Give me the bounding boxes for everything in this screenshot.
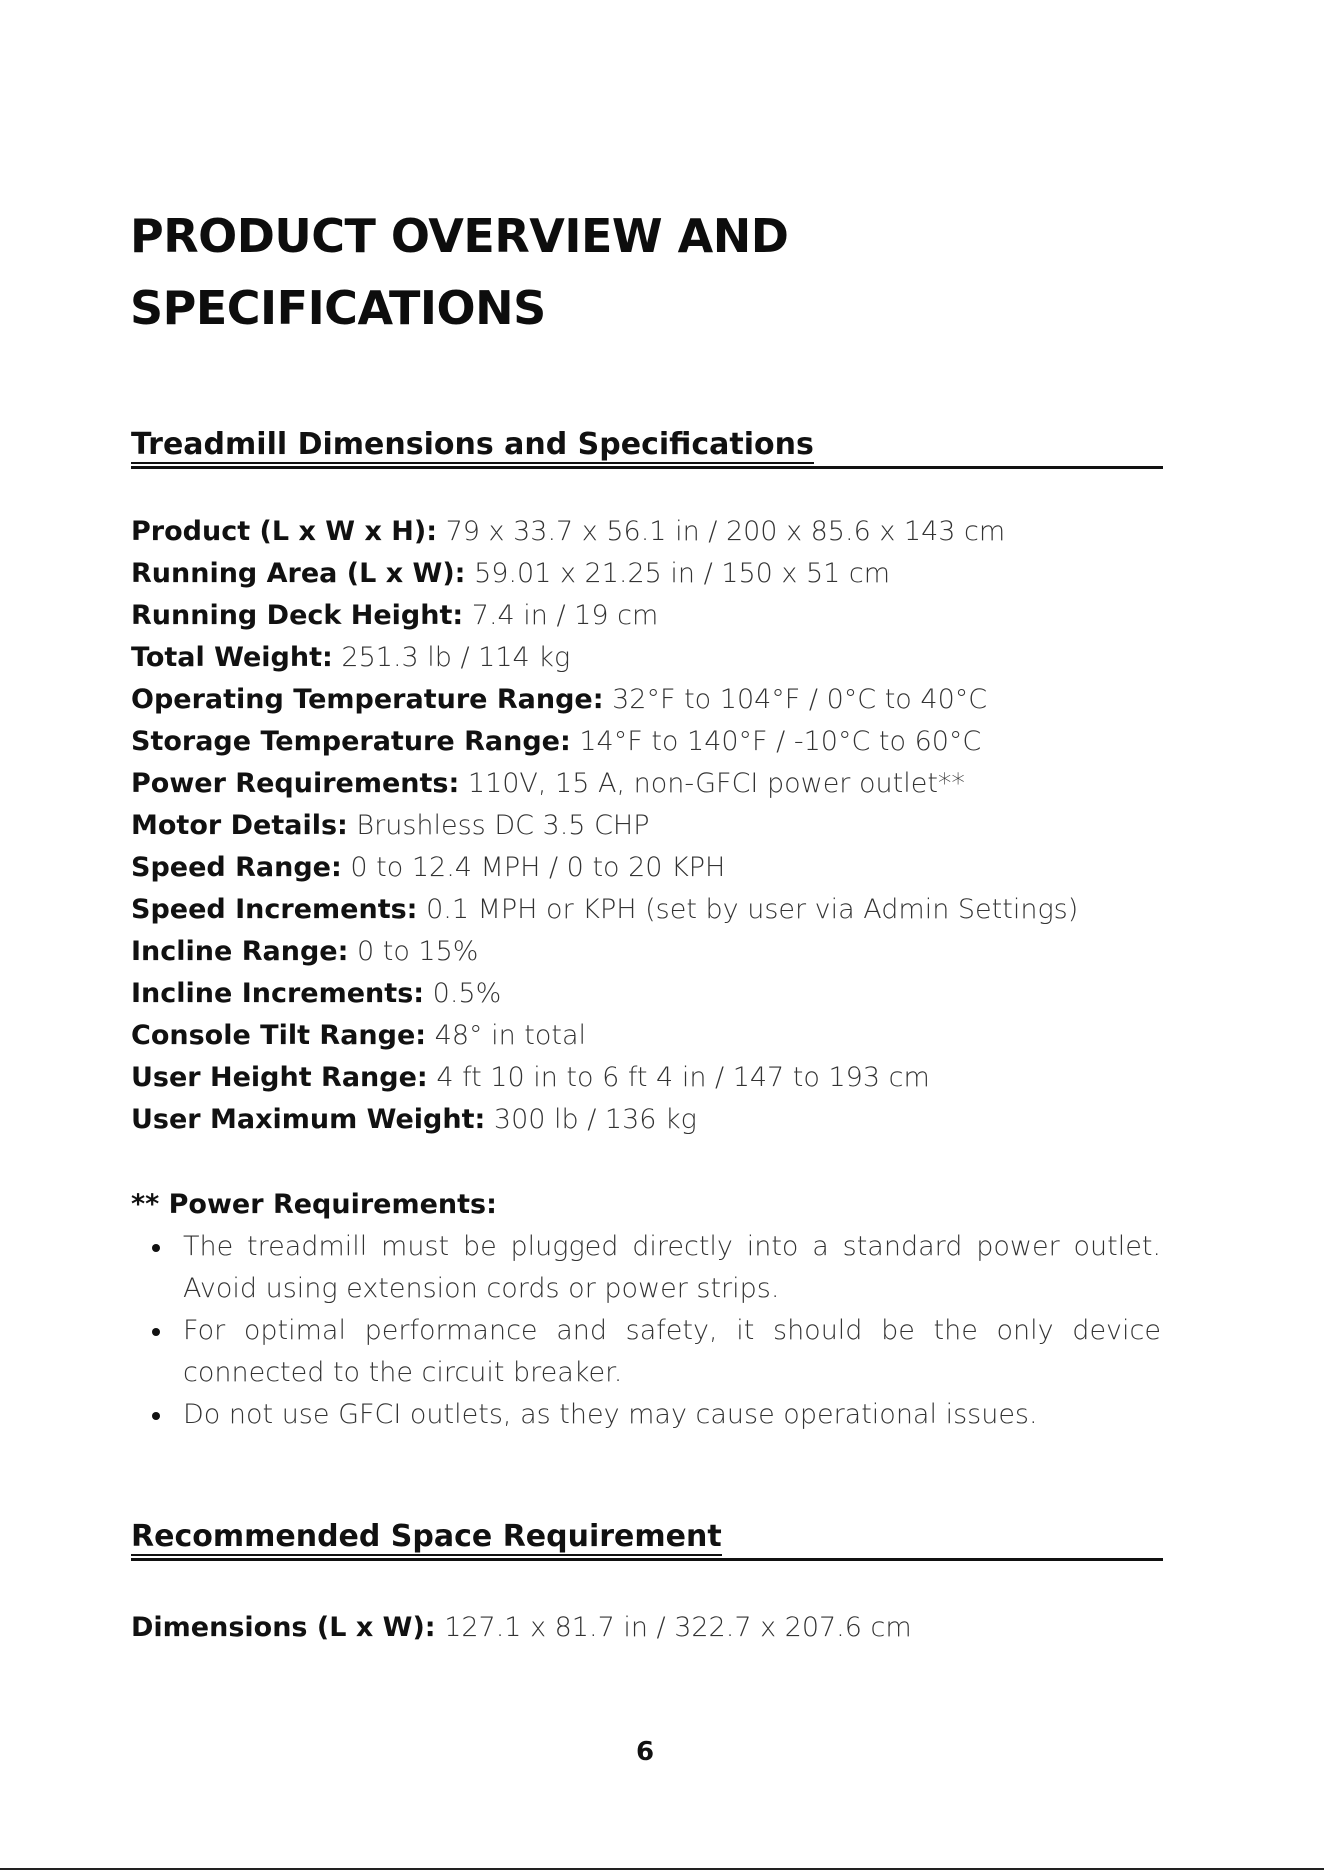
list-item: [183, 1226, 1161, 1310]
list-item-text: Do not use GFCI outlets, as they may cause operational issues.: [183, 1399, 1038, 1430]
spec-label: Motor Details:: [131, 810, 348, 841]
spec-row: [131, 847, 1171, 889]
spec-value: 0 to 15%: [356, 936, 479, 967]
spec-value: 0 to 12.4 MPH / 0 to 20 KPH: [350, 852, 726, 883]
spec-row: [131, 931, 1171, 973]
list-item: [183, 1310, 1161, 1394]
spec-row: [131, 553, 1171, 595]
spec-row: [131, 763, 1171, 805]
spec-row: [131, 679, 1171, 721]
page-bottom-divider: [0, 1868, 1324, 1870]
power-requirements-note: [131, 1184, 1161, 1436]
spec-label: Total Weight:: [131, 642, 333, 673]
section-heading-text: Treadmill Dimensions and Specifications: [131, 427, 814, 462]
spec-row: [131, 511, 1171, 553]
spec-row: [131, 973, 1171, 1015]
spec-row: [131, 721, 1171, 763]
space-dimensions-row: [131, 1607, 912, 1649]
list-item-text: For optimal performance and safety, it should be the only device connected to the circuit breaker.: [183, 1315, 1161, 1388]
spec-value: Brushless DC 3.5 CHP: [356, 810, 650, 841]
section-heading-text: Recommended Space Requirement: [131, 1519, 722, 1554]
spec-value: 48° in total: [434, 1020, 587, 1051]
spec-label: Product (L x W x H):: [131, 516, 438, 547]
page-number: 6: [635, 1737, 655, 1767]
bullet-icon: [152, 1244, 160, 1252]
spec-list: [131, 511, 1171, 1141]
spec-row: [131, 595, 1171, 637]
spec-label: Operating Temperature Range:: [131, 684, 604, 715]
spec-label: User Maximum Weight:: [131, 1104, 486, 1135]
spec-value: 79 x 33.7 x 56.1 in / 200 x 85.6 x 143 cm: [445, 516, 1006, 547]
spec-label: Speed Range:: [131, 852, 342, 883]
page-title: PRODUCT OVERVIEW AND SPECIFICATIONS: [130, 209, 789, 335]
spec-value: 32°F to 104°F / 0°C to 40°C: [612, 684, 988, 715]
spec-row: [131, 1099, 1171, 1141]
note-list: [131, 1226, 1161, 1436]
list-item: [183, 1394, 1161, 1436]
section-heading-specifications: [131, 426, 1163, 469]
spec-label: Console Tilt Range:: [131, 1020, 427, 1051]
spec-label: Running Deck Height:: [131, 600, 464, 631]
spec-value: 0.5%: [432, 978, 502, 1009]
note-title: ** Power Requirements:: [131, 1189, 497, 1220]
spec-row: [131, 889, 1171, 931]
list-item-text: The treadmill must be plugged directly into a standard power outlet. Avoid using extension cords or power strips.: [183, 1231, 1161, 1304]
spec-value: 14°F to 140°F / -10°C to 60°C: [579, 726, 982, 757]
spec-value: 0.1 MPH or KPH (set by user via Admin Settings): [426, 894, 1079, 925]
spec-value: 4 ft 10 in to 6 ft 4 in / 147 to 193 cm: [436, 1062, 930, 1093]
spec-value: 300 lb / 136 kg: [493, 1104, 697, 1135]
spec-row: [131, 1015, 1171, 1057]
spec-label: Incline Increments:: [131, 978, 425, 1009]
bullet-icon: [152, 1412, 160, 1420]
spec-label: Storage Temperature Range:: [131, 726, 571, 757]
spec-label: Speed Increments:: [131, 894, 418, 925]
spec-row: [131, 1057, 1171, 1099]
bullet-icon: [152, 1328, 160, 1336]
spec-label: Power Requirements:: [131, 768, 460, 799]
spec-value: 7.4 in / 19 cm: [471, 600, 659, 631]
spec-label: Incline Range:: [131, 936, 349, 967]
spec-label: Running Area (L x W):: [131, 558, 466, 589]
spec-value: 59.01 x 21.25 in / 150 x 51 cm: [474, 558, 891, 589]
spec-label: User Height Range:: [131, 1062, 428, 1093]
spec-label: Dimensions (L x W):: [131, 1612, 436, 1643]
spec-row: [131, 805, 1171, 847]
section-heading-space-requirement: [131, 1518, 1163, 1561]
spec-value: 251.3 lb / 114 kg: [341, 642, 571, 673]
spec-value: 110V, 15 A, non-GFCI power outlet**: [467, 768, 965, 799]
spec-row: [131, 637, 1171, 679]
spec-value: 127.1 x 81.7 in / 322.7 x 207.6 cm: [444, 1612, 912, 1643]
